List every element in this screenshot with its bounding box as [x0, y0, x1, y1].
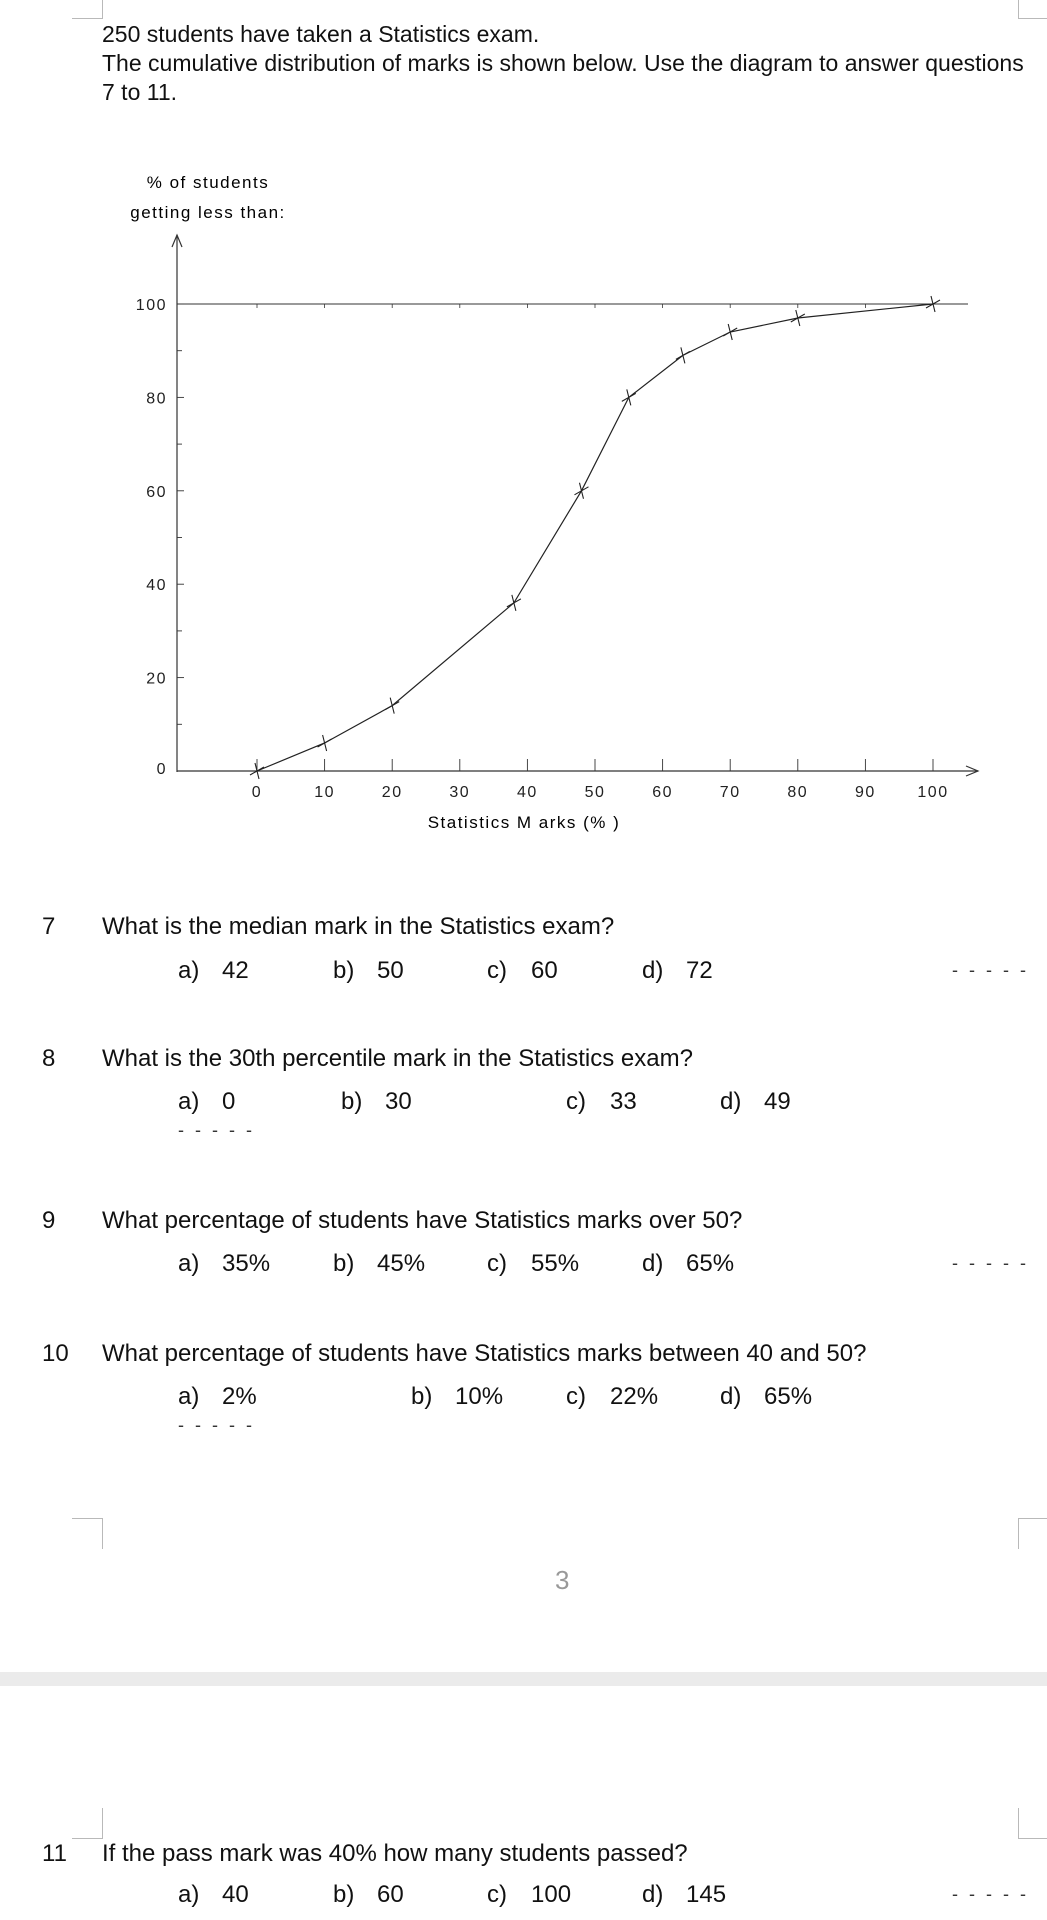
question-text: What is the median mark in the Statistics exam? — [102, 913, 615, 940]
option-a[interactable]: a) 40 — [178, 1881, 249, 1908]
option-b[interactable]: b) 50 — [333, 957, 404, 984]
x-tick-label: 50 — [584, 784, 606, 801]
y-tick-label: 40 — [146, 577, 167, 595]
y-tick-label: 20 — [146, 670, 167, 688]
option-a[interactable]: a) 2% — [178, 1383, 257, 1410]
answer-blank[interactable]: - - - - - — [178, 1120, 255, 1140]
answer-blank[interactable]: - - - - - — [952, 960, 1029, 980]
data-point — [574, 483, 588, 499]
data-series — [250, 296, 940, 779]
crop-mark-top-left — [72, 1808, 103, 1839]
x-tick-label: 60 — [652, 784, 673, 801]
x-tick-label: 40 — [517, 784, 538, 801]
crop-mark-top-right — [1018, 1808, 1047, 1839]
option-d[interactable]: d) 72 — [642, 957, 713, 984]
y-tick-label: 60 — [146, 483, 167, 501]
data-point — [622, 389, 636, 405]
data-point — [723, 324, 737, 340]
option-d[interactable]: d) 49 — [720, 1088, 791, 1115]
option-c[interactable]: c) 55% — [487, 1250, 580, 1277]
option-b[interactable]: b) 10% — [411, 1383, 504, 1410]
page-separator — [0, 1672, 1047, 1686]
y-tick-labels — [136, 297, 167, 778]
question-number: 10 — [42, 1340, 69, 1367]
question-number: 7 — [42, 913, 56, 940]
intro-text — [102, 20, 1032, 107]
y-axis-label-line-1: % of students — [146, 173, 270, 192]
option-d[interactable]: d) 65% — [720, 1383, 813, 1410]
crop-mark-bottom-left — [72, 1518, 103, 1549]
data-point — [676, 347, 690, 363]
series-line — [257, 304, 933, 771]
intro-line-1: 250 students have taken a Statistics exam. — [102, 21, 540, 47]
intro-line-2: The cumulative distribution of marks is shown below. Use the diagram to answer questions 7 to 11. — [102, 50, 1024, 105]
question-text: If the pass mark was 40% how many students passed? — [102, 1840, 688, 1867]
option-c[interactable]: c) 22% — [566, 1383, 659, 1410]
option-b[interactable]: b) 45% — [333, 1250, 426, 1277]
question-number: 11 — [42, 1840, 67, 1867]
question-text: What is the 30th percentile mark in the Statistics exam? — [102, 1045, 693, 1072]
option-b[interactable]: b) 60 — [333, 1881, 404, 1908]
x-tick-label: 80 — [787, 784, 809, 801]
answer-blank[interactable]: - - - - - — [178, 1415, 255, 1435]
crop-mark-top-right — [1018, 0, 1047, 19]
question-number: 8 — [42, 1045, 56, 1072]
y-tick-label: 80 — [146, 390, 167, 408]
question-number: 9 — [42, 1207, 56, 1234]
option-c[interactable]: c) 33 — [566, 1088, 637, 1115]
option-a[interactable]: a) 42 — [178, 957, 249, 984]
x-tick-label: 20 — [381, 784, 403, 801]
x-tick-labels — [252, 784, 949, 801]
question-text: What percentage of students have Statistics marks between 40 and 50? — [102, 1340, 867, 1367]
option-d[interactable]: d) 145 — [642, 1881, 727, 1908]
x-tick-label: 30 — [449, 784, 471, 801]
x-tick-label: 100 — [917, 784, 949, 801]
option-c[interactable]: c) 100 — [487, 1881, 572, 1908]
chart-axes — [172, 235, 978, 776]
answer-blank[interactable]: - - - - - — [952, 1884, 1029, 1904]
option-d[interactable]: d) 65% — [642, 1250, 735, 1277]
crop-mark-bottom-right — [1018, 1518, 1047, 1549]
answer-blank[interactable]: - - - - - — [952, 1253, 1029, 1273]
x-tick-label: 10 — [314, 784, 335, 801]
option-c[interactable]: c) 60 — [487, 957, 558, 984]
y-tick-label: 100 — [135, 297, 167, 314]
x-tick-label: 70 — [719, 784, 741, 801]
x-axis-label: Statistics M arks (% ) — [427, 813, 621, 832]
option-a[interactable]: a) 35% — [178, 1250, 271, 1277]
y-tick-label: 0 — [156, 761, 167, 778]
y-axis-label-line-2: getting less than: — [130, 203, 286, 222]
data-point — [318, 735, 332, 751]
x-tick-label: 90 — [855, 784, 876, 801]
page-number: 3 — [555, 1565, 570, 1595]
x-tick-label: 0 — [251, 784, 263, 801]
question-text: What percentage of students have Statistics marks over 50? — [102, 1207, 743, 1234]
data-point — [507, 595, 521, 611]
data-point — [385, 698, 399, 714]
crop-mark-top-left — [72, 0, 103, 19]
option-a[interactable]: a) 0 — [178, 1088, 236, 1115]
option-b[interactable]: b) 30 — [341, 1088, 412, 1115]
cumulative-distribution-chart — [100, 160, 980, 840]
